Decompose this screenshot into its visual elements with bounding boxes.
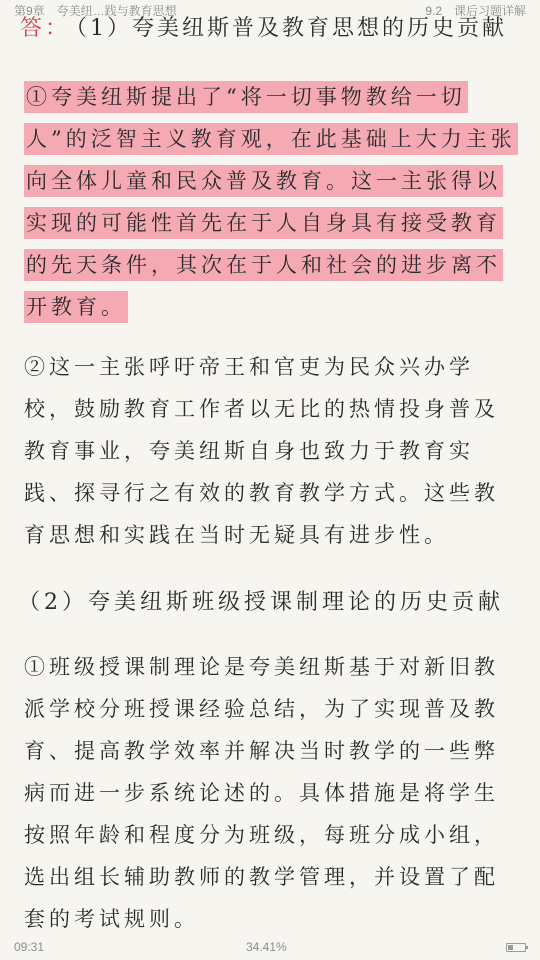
clock: 09:31 (14, 940, 45, 954)
part2-title: （2）夸美纽斯班级授课制理论的历史贡献 (18, 590, 504, 615)
part1-heading (20, 14, 520, 44)
section-title: 9.2 课后习题详解 (425, 3, 526, 18)
battery-icon (506, 943, 526, 952)
reading-progress: 34.41% (246, 940, 287, 954)
paragraph-2[interactable] (24, 346, 520, 556)
highlighted-text[interactable]: ①夸美纽斯提出了“将一切事物教给一切人”的泛智主义教育观，在此基础上大力主张向全体儿童和民众普及教育。这一主张得以实现的可能性首先在于人自身具有接受教育的先天条件，其次在于人和社会的进步离不开教育。 (24, 81, 518, 323)
paragraph-3[interactable] (24, 646, 520, 940)
reader-footer (0, 934, 540, 960)
paragraph-1[interactable] (24, 76, 520, 328)
battery-level (508, 945, 513, 950)
chapter-title: 第9章 夸美纽…践与教育思想 (14, 3, 177, 18)
paragraph-3-text: ①班级授课制理论是夸美纽斯基于对新旧教派学校分班授课经验总结，为了实现普及教育、提高教学效率并解决当时教学的一些弊病而进一步系统论述的。具体措施是将学生按照年龄和程度分为班级，每班分成小组，选出组长辅助教师的教学管理，并设置了配套的考试规则。 (24, 655, 499, 931)
part2-heading (18, 586, 522, 620)
part1-title: （1）夸美纽斯普及教育思想的历史贡献 (76, 16, 508, 41)
paragraph-2-text: ②这一主张呼吁帝王和官吏为民众兴办学校，鼓励教育工作者以无比的热情投身普及教育事业，夸美纽斯自身也致力于教育实践、探寻行之有效的教育教学方式。这些教育思想和实践在当时无疑具有进步性。 (24, 355, 499, 547)
answer-label: 答： (20, 16, 71, 41)
